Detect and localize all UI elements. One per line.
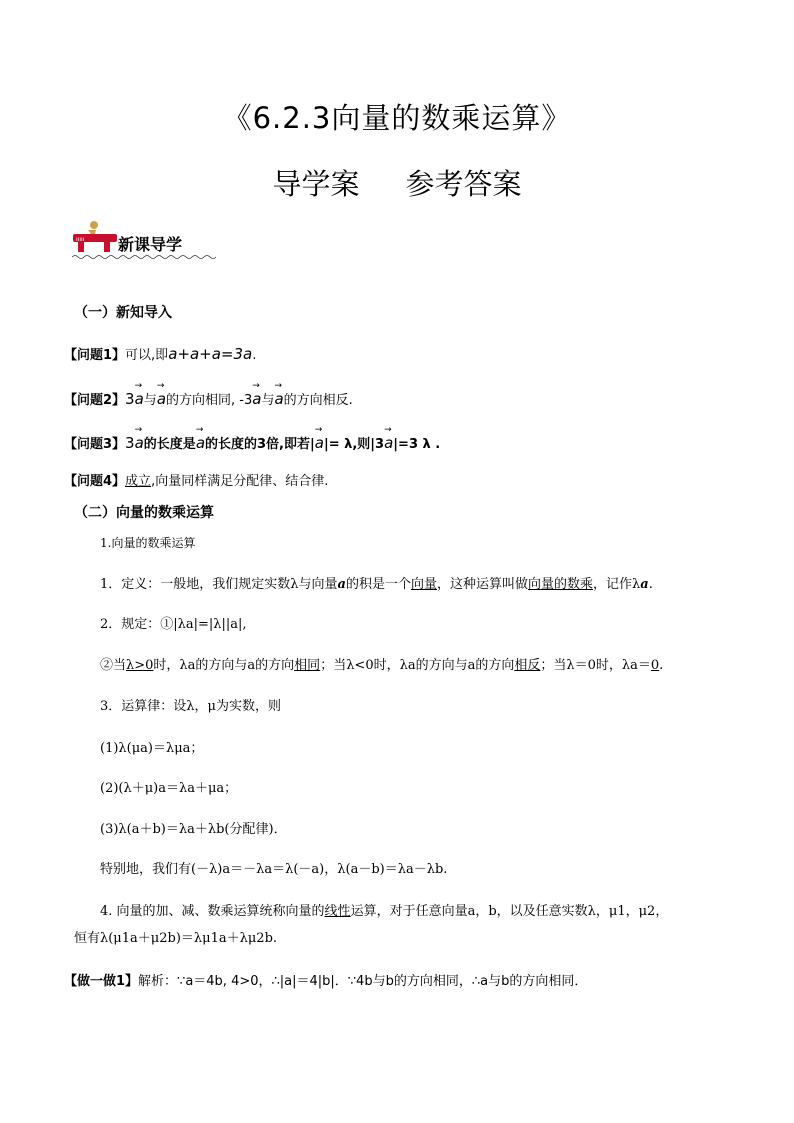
question-3-text-c: |= λ,则|3 — [323, 437, 385, 452]
definition-text-b: 的积是一个 — [345, 577, 411, 592]
definition-line — [100, 573, 653, 592]
question-2-coef: 3 — [125, 390, 135, 408]
rule-2-end: . — [659, 658, 664, 673]
question-2-text-c: 与 — [261, 393, 275, 408]
section-heading-2: （二）向量的数乘运算 — [74, 505, 214, 521]
question-4-text: ,向量同样满足分配律、结合律. — [151, 474, 329, 489]
svg-text:ııııı: ııııı — [76, 236, 85, 243]
document-subtitle — [0, 162, 794, 203]
banner-underline — [72, 254, 217, 260]
document-title: 《6.2.3向量的数乘运算》 — [222, 101, 572, 135]
rule-2-answer-2: 相同 — [294, 658, 321, 673]
question-1-text: 可以,即 — [125, 348, 169, 363]
rule-2 — [100, 654, 663, 673]
question-2: 【问题2】3→ a与→ a的方向相同, -3→ a与→ a的方向相反. — [64, 389, 353, 408]
linear-text-a: 4. 向量的加、减、数乘运算统称向量的 — [100, 904, 325, 919]
question-3-text-a: 的长度是 — [143, 437, 196, 452]
definition-vector-b: a — [640, 577, 649, 592]
linear-text-b: 运算，对于任意向量a，b，以及任意实数λ，μ1，μ2， — [350, 904, 669, 919]
question-2-text-d: 的方向相反. — [283, 393, 353, 408]
law-1: (1)λ(μa)＝λμa； — [100, 741, 204, 756]
rule-2-text-a: ②当 — [100, 658, 127, 673]
rule-1: 2．规定：①|λa|=|λ||a|, — [100, 617, 247, 632]
linear-operation-line — [100, 900, 668, 919]
definition-answer-2: 向量的数乘 — [528, 577, 594, 592]
rule-2-answer-4: 0 — [650, 658, 660, 673]
question-4-tag: 【问题4】 — [64, 474, 126, 489]
try-it-1 — [64, 970, 587, 989]
subtitle-left: 导学案 — [272, 167, 360, 201]
definition-end: . — [648, 577, 653, 592]
question-2-text-b: 的方向相同, -3 — [166, 393, 253, 408]
section-heading-1: （一）新知导入 — [74, 305, 172, 321]
special-case: 特别地，我们有(－λ)a＝－λa＝λ(－a)，λ(a－b)＝λa－λb. — [100, 862, 448, 877]
definition-answer-1: 向量 — [410, 577, 437, 592]
subsection-label: 1.向量的数乘运算 — [100, 536, 196, 550]
question-3-text-b: 的长度的3倍,即若| — [205, 437, 315, 452]
question-3-coef: 3 — [125, 434, 135, 452]
question-3-text-d: |=3 λ . — [393, 437, 441, 452]
question-2-text-a: 与 — [143, 393, 157, 408]
question-4 — [64, 470, 328, 489]
law-2: (2)(λ＋μ)a＝λa＋μa； — [100, 781, 238, 796]
subtitle-right: 参考答案 — [405, 167, 522, 201]
definition-vector-a: a — [337, 577, 346, 592]
linear-answer: 线性 — [324, 904, 351, 919]
question-1-end: . — [252, 348, 257, 363]
rule-2-answer-3: 相反 — [514, 658, 541, 673]
law-3: (3)λ(a＋b)＝λa＋λb(分配律)． — [100, 822, 287, 837]
definition-text-c: ，这种运算叫做 — [436, 577, 528, 592]
question-1-tag: 【问题1】 — [64, 348, 126, 363]
banner-label: 新课导学 — [118, 235, 183, 254]
try-it-1-text: 解析：∵a＝4b, 4>0，∴|a|＝4|b|．∵4b与b的方向相同，∴a与b的方向相同． — [138, 974, 588, 989]
law-intro: 3．运算律：设λ，μ为实数，则 — [100, 699, 281, 714]
rule-2-text-d: ；当λ＝0时，λa＝ — [540, 658, 651, 673]
rule-2-text-c: ；当λ<0时，λa的方向与a的方向 — [320, 658, 515, 673]
question-3: 【问题3】3→ a的长度是→ a的长度的3倍,即若|→ a|= λ,则|3→ a|=3 λ . — [64, 433, 440, 452]
rule-2-text-b: 时，λa的方向与a的方向 — [153, 658, 295, 673]
try-it-1-tag: 【做一做1】 — [64, 974, 139, 989]
question-3-tag: 【问题3】 — [64, 437, 126, 452]
question-1-expr: a+a+a=3a — [168, 345, 253, 363]
linear-operation-formula: 恒有λ(μ1a＋μ2b)＝λμ1a＋λμ2b. — [74, 931, 278, 946]
rule-2-answer-1: λ>0 — [126, 658, 154, 673]
question-2-tag: 【问题2】 — [64, 393, 126, 408]
question-4-answer: 成立 — [125, 474, 152, 489]
definition-text-d: ，记作λ — [593, 577, 641, 592]
definition-text-a: 1．定义：一般地，我们规定实数λ与向量 — [100, 577, 338, 592]
question-1 — [64, 344, 256, 363]
